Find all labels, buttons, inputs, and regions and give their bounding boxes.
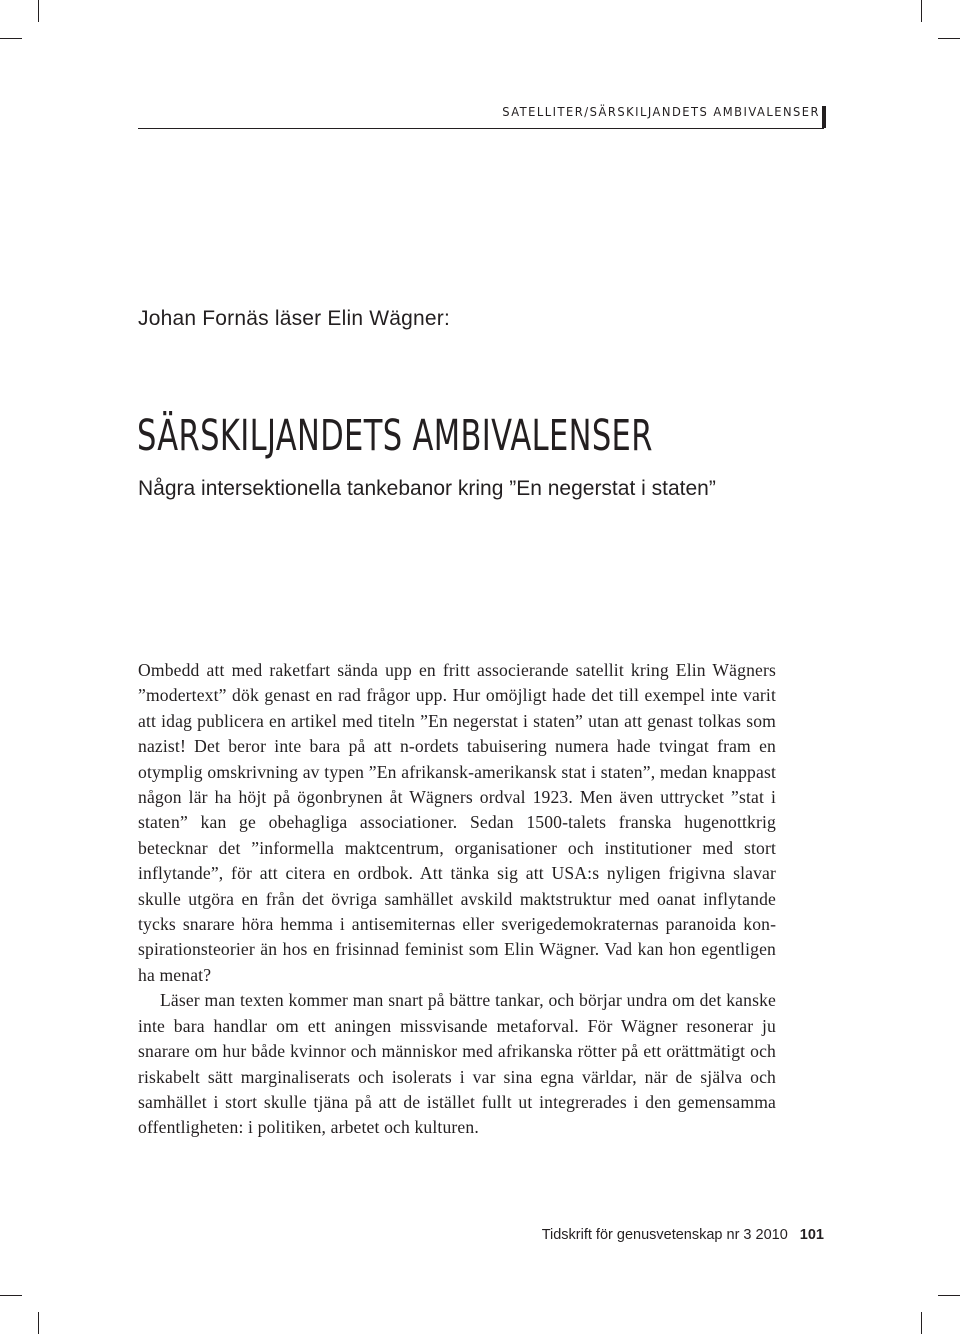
journal-name: Tidskrift för genusvetenskap nr 3 2010 (541, 1227, 788, 1243)
running-head-rule (138, 128, 824, 129)
page-footer (542, 1227, 824, 1243)
crop-mark (938, 38, 960, 39)
article-title: SÄRSKILJANDETS AMBIVALENSER (137, 411, 653, 461)
crop-mark (921, 1312, 922, 1334)
crop-mark (0, 38, 22, 39)
byline: Johan Fornäs läser Elin Wägner: (138, 307, 451, 330)
body-paragraph: Ombedd att med raketfart sända upp en fritt associerande satellit kring Elin Wägners ”modertext” dök genast en rad frågor upp. Hur omöjligt hade det till exempel inte varit att idag publicera en artikel med titeln ”En negerstat i staten” utan att genast tolkas som nazist! Det beror inte bara på att n-ordets tabuisering numera hade tvingat fram en otymplig omskrivning av typen ”En afrikansk-amerikansk stat i staten”, medan knappast någon lär ha höjt på ögonbrynen åt Wägners ordval 1923. Men även uttrycket ”stat i staten” kan ge obehagliga associationer. Sedan 1500-talets franska hugenottkrig betecknar det ”informella maktcentrum, organisationer och institutioner med stort inflytande”, för att citera en ordbok. Att tänka sig att USA:s nyligen frigivna slavar skulle utgöra en från det övriga samhället avskild maktstruktur med oanat inflytande tycks snarare höra hemma i antisemiternas eller sverigedemokraternas paranoida konspirationsteorier än hos en frisinnad feminist som Elin Wägner. Vad kan hon egentligen ha menat? (138, 660, 776, 985)
article-subtitle: Några intersektionella tankebanor kring ”En negerstat i staten” (138, 477, 716, 500)
body-paragraph: Läser man texten kommer man snart på bättre tankar, och börjar undra om det kanske inte bara handlar om ett aningen missvisande metaforval. För Wägner resonerar ju snarare om hur både kvinnor och människor med afrikanska rötter på ett orättmätigt och riskabelt sätt marginaliserats och isolerats i var sina egna världar, när de själva och samhället i stort skulle tjäna på att de istället fullt ut integrerades i den gemensamma offentligheten: i politiken, arbetet och kulturen. (138, 990, 776, 1138)
running-head-bar (822, 106, 826, 128)
crop-mark (938, 1295, 960, 1296)
running-head: SATELLITER/SÄRSKILJANDETS AMBIVALENSER (502, 104, 820, 119)
page-number: 101 (799, 1227, 824, 1243)
crop-mark (0, 1295, 22, 1296)
crop-mark (38, 1312, 39, 1334)
crop-mark (38, 0, 39, 22)
article-body (138, 658, 776, 1141)
crop-mark (921, 0, 922, 22)
